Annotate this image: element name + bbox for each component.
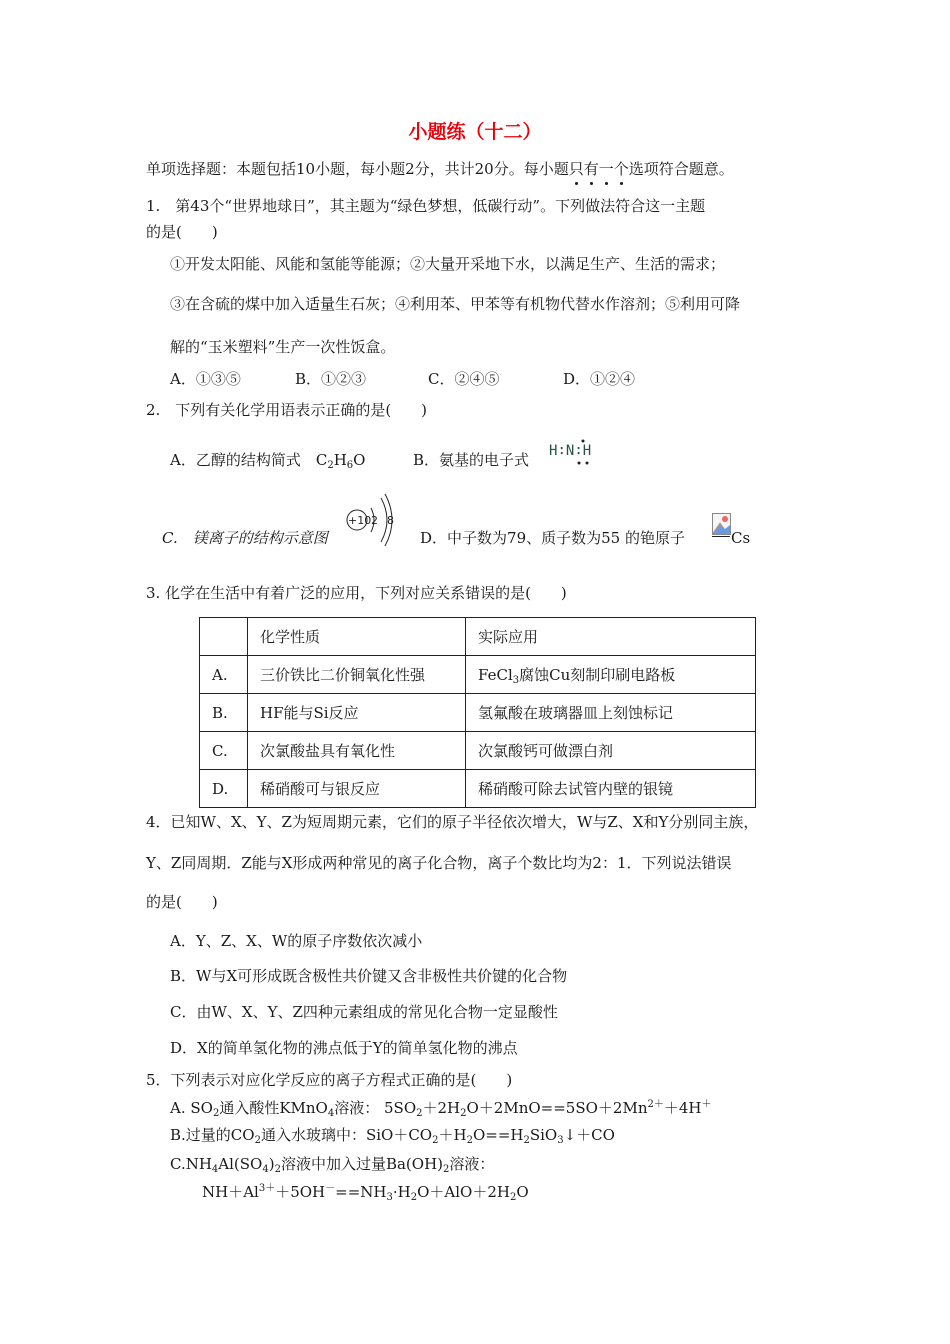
cs-symbol: Cs — [731, 529, 751, 547]
svg-text:+10: +10 — [348, 514, 372, 527]
page-title: 小题练（十二） — [408, 121, 542, 143]
header-practical-application: 实际应用 — [466, 618, 756, 656]
mg-ion-structure-diagram — [343, 490, 403, 550]
q1-item-line3: 解的“玉米塑料”生产一次性饭盒。 — [170, 338, 396, 356]
svg-text:8: 8 — [387, 514, 394, 527]
q5-stem: 5．下列表示对应化学反应的离子方程式正确的是( ) — [146, 1071, 513, 1089]
svg-text:2: 2 — [371, 514, 378, 527]
q5-option-a: A. $SO_2$通入酸性KMnO$_4$溶液： $5SO_2+2H_2O+2MnO==5SO+2Mn^{2+}+4H^+$ — [170, 1099, 712, 1119]
q1-option-d: D．①②④ — [563, 370, 636, 388]
q5-option-c-equation: $NH+Al^{3+}+5OH^-==NH_3\cdot H_2O+AlO+2H_2O$ — [202, 1183, 529, 1203]
table-row: C. 次氯酸盐具有氧化性 次氯酸钙可做漂白剂 — [200, 732, 756, 770]
q4-option-c: C．由W、X、Y、Z四种元素组成的常见化合物一定显酸性 — [170, 1003, 558, 1021]
q2-option-b: B．氨基的电子式 — [413, 451, 530, 469]
table-row: A. 三价铁比二价铜氧化性强 FeCl$_3$腐蚀Cu刻制印刷电路板 — [200, 656, 756, 694]
electron-dots — [549, 438, 619, 468]
q4-option-d: D．X的简单氢化物的沸点低于Y的简单氢化物的沸点 — [170, 1039, 518, 1057]
q4-line2: Y、Z同周期．Z能与X形成两种常见的离子化合物，离子个数比均为2：1．下列说法错误 — [146, 854, 732, 872]
q3-stem: 3. 化学在生活中有着广泛的应用，下列对应关系错误的是( ) — [146, 584, 567, 602]
q5-option-b: B.过量的$CO_2$通入水玻璃中：$SiO+CO_2+H_2O==H_2SiO_3↓+CO$ — [170, 1126, 615, 1146]
q4-line1: 4．已知W、X、Y、Z为短周期元素，它们的原子半径依次增大，W与Z、X和Y分别同主族， — [146, 813, 759, 831]
broken-image-icon — [712, 513, 731, 535]
table-header-row — [200, 618, 756, 656]
q3-table — [199, 617, 756, 808]
amino-electron-formula: H∶N∶H — [549, 444, 591, 458]
table-row: D. 稀硝酸可与银反应 稀硝酸可除去试管内壁的银镜 — [200, 770, 756, 808]
q2-option-a: A．乙醇的结构简式 $C_2H_6O$ — [170, 451, 366, 471]
q1-stem-line2: 的是( ) — [146, 223, 218, 241]
q4-line3: 的是( ) — [146, 893, 218, 911]
q1-item-line1: ①开发太阳能、风能和氢能等能源；②大量开采地下水，以满足生产、生活的需求； — [170, 255, 726, 273]
q1-option-a: A．①③⑤ — [170, 370, 241, 388]
q4-option-a: A．Y、Z、X、W的原子序数依次减小 — [170, 932, 423, 950]
instruction: 单项选择题：本题包括10小题，每小题2分，共计20分。每小题只有一个选项符合题意。 — [146, 160, 734, 178]
q1-stem-line1: 1. 第43个“世界地球日”，其主题为“绿色梦想，低碳行动”。下列做法符合这一主题 — [146, 197, 706, 215]
q2-option-c: C. 镁离子的结构示意图 — [162, 529, 328, 547]
isotope-bar — [712, 536, 730, 537]
q1-item-line2: ③在含硫的煤中加入适量生石灰；④利用苯、甲苯等有机物代替水作溶剂；⑤利用可降 — [170, 295, 741, 313]
q4-option-b: B．W与X可形成既含极性共价键又含非极性共价键的化合物 — [170, 967, 568, 985]
q2-stem: 2. 下列有关化学用语表示正确的是( ) — [146, 401, 428, 419]
q1-option-c: C．②④⑤ — [428, 370, 500, 388]
q2-option-d: D．中子数为79、质子数为55 的铯原子 — [420, 529, 685, 547]
q1-option-b: B．①②③ — [295, 370, 367, 388]
header-chemical-property: 化学性质 — [248, 618, 466, 656]
table-row: B. HF能与Si反应 氢氟酸在玻璃器皿上刻蚀标记 — [200, 694, 756, 732]
q5-option-c: $C.NH_4Al(SO_4)_2$溶液中加入过量$Ba(OH)_2$溶液： — [170, 1155, 495, 1175]
